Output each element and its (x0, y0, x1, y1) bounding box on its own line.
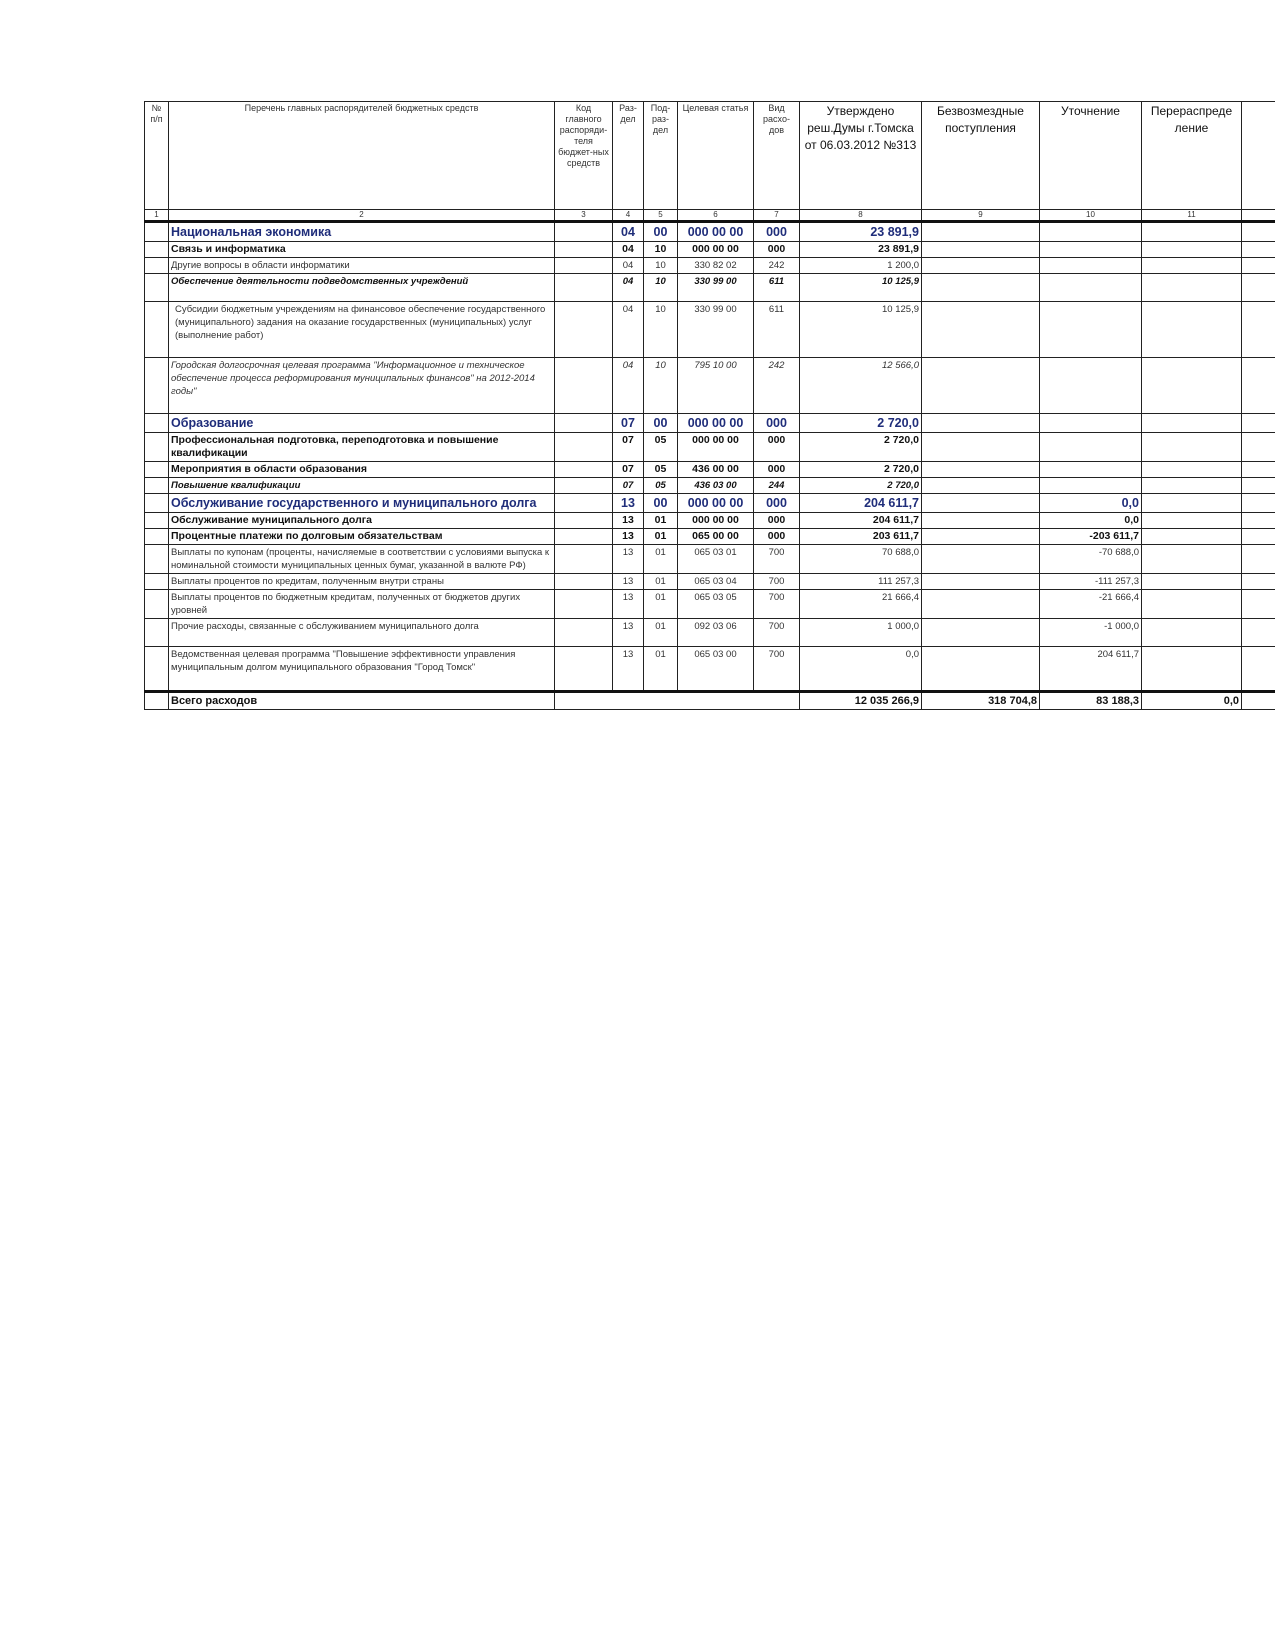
row-name: Национальная экономика (169, 222, 555, 242)
row-per (1142, 647, 1242, 692)
row-pr: 01 (644, 513, 678, 529)
row-utv: 12 566,0 (800, 358, 922, 414)
header-vid: Вид расхо-дов (754, 102, 800, 210)
row-vr: 700 (754, 619, 800, 647)
row-name: Обслуживание государственного и муниципального долга (169, 494, 555, 513)
table-row (145, 242, 1275, 258)
row-per (1142, 222, 1242, 242)
row-name: Мероприятия в области образования (169, 462, 555, 478)
row-vr: 000 (754, 513, 800, 529)
row-pr: 01 (644, 574, 678, 590)
row-bezv (922, 302, 1040, 358)
table-row (145, 513, 1275, 529)
row-cs: 436 00 00 (678, 462, 754, 478)
row-utv: 203 611,7 (800, 529, 922, 545)
row-rz: 13 (613, 545, 644, 574)
budget-table (144, 101, 1275, 710)
total-utoch: 83 188,3 (1040, 692, 1142, 710)
row-bezv (922, 590, 1040, 619)
row-vr: 700 (754, 647, 800, 692)
header-extra (1242, 102, 1275, 210)
row-per (1142, 258, 1242, 274)
row-utv: 0,0 (800, 647, 922, 692)
row-vr: 000 (754, 462, 800, 478)
row-per (1142, 433, 1242, 462)
row-rz: 13 (613, 574, 644, 590)
table-row (145, 478, 1275, 494)
row-utoch (1040, 414, 1142, 433)
row-vr: 611 (754, 302, 800, 358)
total-name: Всего расходов (169, 692, 555, 710)
row-rz: 07 (613, 478, 644, 494)
row-utv: 23 891,9 (800, 242, 922, 258)
colnum: 10 (1040, 210, 1142, 222)
row-cs: 000 00 00 (678, 242, 754, 258)
row-pr: 01 (644, 529, 678, 545)
row-utoch: 0,0 (1040, 494, 1142, 513)
header-utoch: Уточнение (1040, 102, 1142, 210)
row-bezv (922, 462, 1040, 478)
row-rz: 13 (613, 494, 644, 513)
row-rz: 13 (613, 619, 644, 647)
row-cs: 065 03 00 (678, 647, 754, 692)
row-cs: 000 00 00 (678, 433, 754, 462)
row-rz: 07 (613, 414, 644, 433)
table-row (145, 529, 1275, 545)
row-rz: 04 (613, 258, 644, 274)
row-utv: 21 666,4 (800, 590, 922, 619)
row-per (1142, 462, 1242, 478)
row-bezv (922, 414, 1040, 433)
colnum: 4 (613, 210, 644, 222)
row-pr: 05 (644, 478, 678, 494)
header-podrazdel: Под-раз-дел (644, 102, 678, 210)
row-utoch (1040, 478, 1142, 494)
row-vr: 000 (754, 222, 800, 242)
table-row (145, 494, 1275, 513)
table-row (145, 302, 1275, 358)
row-name: Образование (169, 414, 555, 433)
row-name: Повышение квалификации (169, 478, 555, 494)
header-list: Перечень главных распорядителей бюджетных средств (169, 102, 555, 210)
row-vr: 700 (754, 545, 800, 574)
row-rz: 04 (613, 302, 644, 358)
row-pr: 10 (644, 358, 678, 414)
header-num: № п/п (145, 102, 169, 210)
row-pr: 05 (644, 433, 678, 462)
header-pereras: Перераспреде ление (1142, 102, 1242, 210)
row-bezv (922, 494, 1040, 513)
row-cs: 330 82 02 (678, 258, 754, 274)
row-vr: 242 (754, 358, 800, 414)
row-vr: 000 (754, 529, 800, 545)
header-bezv: Безвозмездные поступления (922, 102, 1040, 210)
row-name: Выплаты процентов по кредитам, полученным внутри страны (169, 574, 555, 590)
row-per (1142, 358, 1242, 414)
table-row (145, 462, 1275, 478)
row-rz: 04 (613, 274, 644, 302)
row-per (1142, 242, 1242, 258)
colnum: 7 (754, 210, 800, 222)
colnum-extra (1242, 210, 1275, 222)
colnum: 9 (922, 210, 1040, 222)
row-name: Субсидии бюджетным учреждениям на финансовое обеспечение государственного (муниципального) задания на оказание государственных (муниципальных) услуг (выполнение работ) (169, 302, 555, 358)
budget-sheet (144, 101, 1275, 710)
row-name: Обслуживание муниципального долга (169, 513, 555, 529)
row-utoch: -21 666,4 (1040, 590, 1142, 619)
colnum: 1 (145, 210, 169, 222)
row-pr: 00 (644, 414, 678, 433)
row-bezv (922, 358, 1040, 414)
row-vr: 242 (754, 258, 800, 274)
row-pr: 01 (644, 545, 678, 574)
table-row (145, 574, 1275, 590)
column-number-row (145, 210, 1275, 222)
row-rz: 13 (613, 529, 644, 545)
header-utv: Утверждено реш.Думы г.Томска от 06.03.2012 №313 (800, 102, 922, 210)
row-cs: 092 03 06 (678, 619, 754, 647)
row-cs: 065 03 04 (678, 574, 754, 590)
row-rz: 04 (613, 242, 644, 258)
row-cs: 000 00 00 (678, 513, 754, 529)
row-rz: 07 (613, 462, 644, 478)
header-code: Код главного распоряди-теля бюджет-ных средств (555, 102, 613, 210)
row-name: Профессиональная подготовка, переподготовка и повышение квалификации (169, 433, 555, 462)
row-utv: 111 257,3 (800, 574, 922, 590)
row-utv: 10 125,9 (800, 274, 922, 302)
row-vr: 000 (754, 433, 800, 462)
row-utv: 204 611,7 (800, 494, 922, 513)
row-name: Процентные платежи по долговым обязательствам (169, 529, 555, 545)
table-row (145, 647, 1275, 692)
row-per (1142, 302, 1242, 358)
row-utv: 2 720,0 (800, 433, 922, 462)
row-utoch (1040, 358, 1142, 414)
row-vr: 611 (754, 274, 800, 302)
row-utoch: 0,0 (1040, 513, 1142, 529)
row-utv: 204 611,7 (800, 513, 922, 529)
table-row (145, 414, 1275, 433)
colnum: 11 (1142, 210, 1242, 222)
row-cs: 065 00 00 (678, 529, 754, 545)
row-utoch: -1 000,0 (1040, 619, 1142, 647)
row-utoch: -111 257,3 (1040, 574, 1142, 590)
row-cs: 795 10 00 (678, 358, 754, 414)
row-bezv (922, 242, 1040, 258)
row-vr: 000 (754, 494, 800, 513)
row-rz: 13 (613, 647, 644, 692)
row-name: Ведомственная целевая программа "Повышение эффективности управления муниципальным долгом муниципального образования "Город Томск" (169, 647, 555, 692)
row-vr: 000 (754, 414, 800, 433)
total-bezv: 318 704,8 (922, 692, 1040, 710)
colnum: 3 (555, 210, 613, 222)
header-row (145, 102, 1275, 210)
row-vr: 244 (754, 478, 800, 494)
row-per (1142, 494, 1242, 513)
row-bezv (922, 529, 1040, 545)
row-pr: 01 (644, 619, 678, 647)
row-bezv (922, 619, 1040, 647)
row-pr: 00 (644, 222, 678, 242)
row-cs: 330 99 00 (678, 274, 754, 302)
row-utoch (1040, 258, 1142, 274)
row-utoch (1040, 302, 1142, 358)
row-per (1142, 513, 1242, 529)
row-rz: 13 (613, 590, 644, 619)
row-name: Другие вопросы в области информатики (169, 258, 555, 274)
row-per (1142, 478, 1242, 494)
table-row (145, 590, 1275, 619)
row-utv: 2 720,0 (800, 478, 922, 494)
row-vr: 700 (754, 574, 800, 590)
row-utoch: 204 611,7 (1040, 647, 1142, 692)
row-rz: 13 (613, 513, 644, 529)
row-utoch: -203 611,7 (1040, 529, 1142, 545)
row-name: Выплаты процентов по бюджетным кредитам, полученных от бюджетов других уровней (169, 590, 555, 619)
row-bezv (922, 647, 1040, 692)
total-row (145, 692, 1275, 710)
row-per (1142, 414, 1242, 433)
row-name: Связь и информатика (169, 242, 555, 258)
row-cs: 000 00 00 (678, 494, 754, 513)
row-per (1142, 529, 1242, 545)
row-vr: 000 (754, 242, 800, 258)
row-cs: 436 03 00 (678, 478, 754, 494)
row-utv: 1 200,0 (800, 258, 922, 274)
row-rz: 04 (613, 222, 644, 242)
row-bezv (922, 478, 1040, 494)
row-utv: 10 125,9 (800, 302, 922, 358)
row-cs: 065 03 01 (678, 545, 754, 574)
row-utoch: -70 688,0 (1040, 545, 1142, 574)
row-rz: 04 (613, 358, 644, 414)
table-row (145, 619, 1275, 647)
row-bezv (922, 545, 1040, 574)
row-bezv (922, 258, 1040, 274)
row-pr: 10 (644, 258, 678, 274)
table-row (145, 222, 1275, 242)
row-bezv (922, 433, 1040, 462)
colnum: 8 (800, 210, 922, 222)
row-rz: 07 (613, 433, 644, 462)
row-bezv (922, 222, 1040, 242)
row-per (1142, 574, 1242, 590)
row-vr: 700 (754, 590, 800, 619)
row-pr: 10 (644, 302, 678, 358)
row-cs: 000 00 00 (678, 222, 754, 242)
row-utoch (1040, 462, 1142, 478)
table-row (145, 545, 1275, 574)
colnum: 5 (644, 210, 678, 222)
row-pr: 01 (644, 590, 678, 619)
header-celevaya: Целевая статья (678, 102, 754, 210)
total-per: 0,0 (1142, 692, 1242, 710)
table-row (145, 258, 1275, 274)
row-cs: 065 03 05 (678, 590, 754, 619)
row-pr: 00 (644, 494, 678, 513)
row-utoch (1040, 433, 1142, 462)
row-per (1142, 619, 1242, 647)
row-utv: 2 720,0 (800, 462, 922, 478)
row-name: Выплаты по купонам (проценты, начисляемые в соответствии с условиями выпуска к номинальной стоимости муниципальных ценных бумаг, указанной в валюте РФ) (169, 545, 555, 574)
colnum: 6 (678, 210, 754, 222)
row-per (1142, 545, 1242, 574)
row-utv: 70 688,0 (800, 545, 922, 574)
table-row (145, 433, 1275, 462)
row-utv: 23 891,9 (800, 222, 922, 242)
row-name: Обеспечение деятельности подведомственных учреждений (169, 274, 555, 302)
row-utv: 2 720,0 (800, 414, 922, 433)
row-utoch (1040, 274, 1142, 302)
row-name: Городская долгосрочная целевая программа "Информационное и техническое обеспечение процесса реформирования муниципальных финансов" на 2012-2014 годы" (169, 358, 555, 414)
row-name: Прочие расходы, связанные с обслуживанием муниципального долга (169, 619, 555, 647)
row-bezv (922, 574, 1040, 590)
row-utoch (1040, 222, 1142, 242)
row-pr: 10 (644, 242, 678, 258)
row-bezv (922, 513, 1040, 529)
table-row (145, 358, 1275, 414)
header-razdel: Раз-дел (613, 102, 644, 210)
row-per (1142, 590, 1242, 619)
total-utv: 12 035 266,9 (800, 692, 922, 710)
row-pr: 01 (644, 647, 678, 692)
colnum: 2 (169, 210, 555, 222)
row-per (1142, 274, 1242, 302)
row-cs: 000 00 00 (678, 414, 754, 433)
row-utoch (1040, 242, 1142, 258)
table-row (145, 274, 1275, 302)
row-utv: 1 000,0 (800, 619, 922, 647)
row-pr: 10 (644, 274, 678, 302)
row-cs: 330 99 00 (678, 302, 754, 358)
row-bezv (922, 274, 1040, 302)
row-pr: 05 (644, 462, 678, 478)
